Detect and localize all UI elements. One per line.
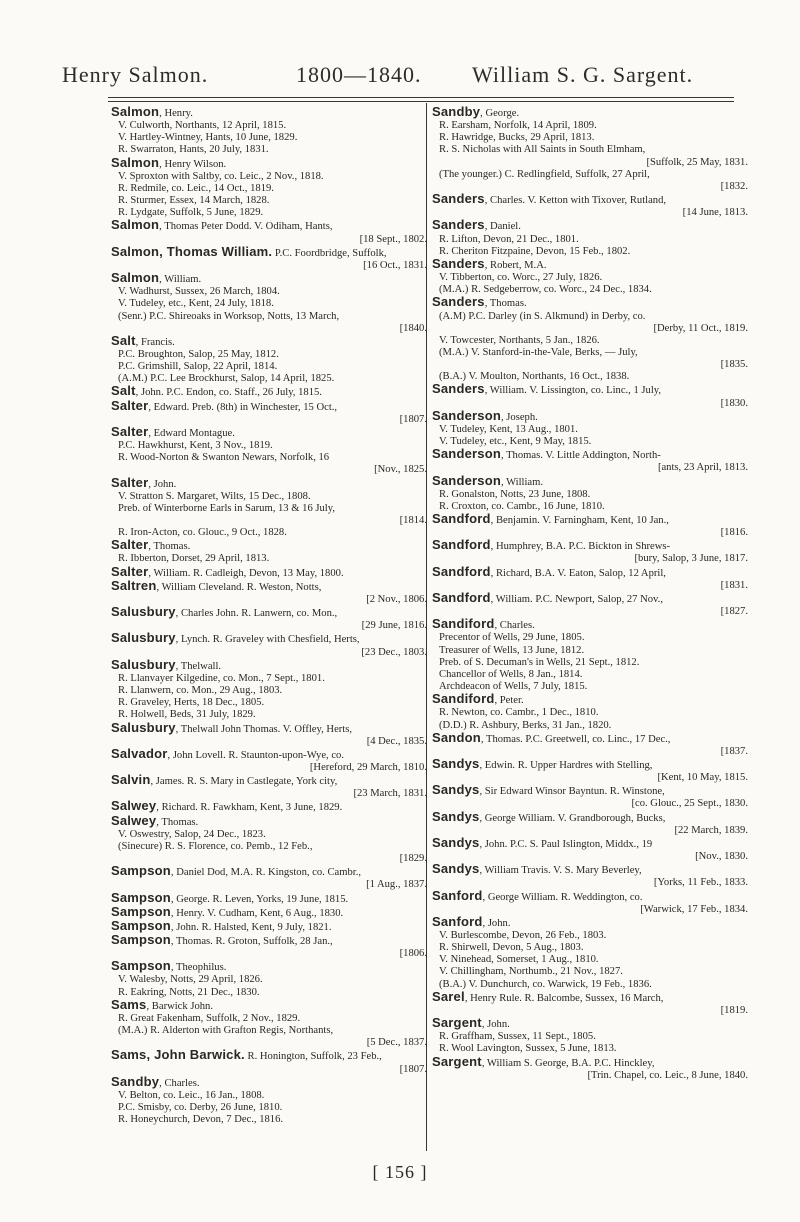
entry-text: , John. — [481, 1019, 510, 1031]
entry-appointment: R. Sturmer, Essex, 14 March, 1828. — [118, 195, 270, 207]
entry-appointment: (M.A.) R. Alderton with Grafton Regis, Northants, — [118, 1025, 334, 1037]
entry-heading-line — [111, 397, 429, 414]
entry-continuation: [1837. — [720, 745, 748, 757]
entry-surname: Salter — [111, 397, 149, 413]
entry-surname: Sanders — [432, 255, 485, 271]
entry-appointment: R. Cheriton Fitzpaine, Devon, 15 Feb., 1802. — [439, 245, 631, 257]
entry-text: , John. — [482, 917, 511, 929]
entry-text: , Henry. V. Cudham, Kent, 6 Aug., 1830. — [170, 907, 344, 919]
entry-appointment: P.C. Smisby, co. Derby, 26 June, 1810. — [118, 1102, 283, 1114]
entry-appointment: (M.A.) R. Sedgeberrow, co. Worc., 24 Dec., 1834. — [439, 284, 652, 296]
entry-surname: Sandiford — [432, 616, 495, 632]
entry-continuation: [Derby, 11 Oct., 1819. — [653, 322, 748, 334]
entry-text: , Edwin. R. Upper Hardres with Stelling, — [479, 759, 653, 771]
entry-heading-line — [111, 745, 429, 762]
entry-text: , William. — [159, 274, 202, 286]
entry-continuation: [1807. — [399, 1063, 427, 1075]
entry-heading-line — [111, 106, 429, 120]
entry-heading-line — [111, 154, 429, 171]
entry-continuation: [1806. — [399, 948, 427, 960]
entry-text: , John Lovell. R. Staunton-upon-Wye, co. — [167, 749, 345, 761]
entry-surname: Salwey — [111, 798, 157, 814]
entry-appointment: R. Llanwern, co. Mon., 29 Aug., 1803. — [118, 685, 283, 697]
entry-continuation: [Suffolk, 25 May, 1831. — [646, 156, 748, 168]
entry-continuation: [Warwick, 17 Feb., 1834. — [640, 903, 748, 915]
entry-text: , George William. V. Grandborough, Bucks, — [479, 812, 666, 824]
entry-surname: Sampson — [111, 917, 171, 933]
entry-text: , Henry. — [159, 108, 193, 119]
entry-continuation: [Nov., 1825. — [374, 464, 427, 476]
entry-appointment: Precentor of Wells, 29 June, 1805. — [439, 632, 585, 644]
entry-text: , William S. George, B.A. P.C. Hinckley, — [481, 1057, 655, 1069]
entry-heading-line — [432, 887, 750, 904]
entry-surname: Salter — [111, 474, 149, 490]
entry-text: , Thomas Peter Dodd. V. Odiham, Hants, — [159, 221, 333, 233]
entry-text: , John. R. Halsted, Kent, 9 July, 1821. — [170, 921, 332, 933]
entry-continuation: [1819. — [720, 1004, 748, 1016]
entry-surname: Saltren — [111, 577, 157, 593]
entry-heading-line — [111, 385, 429, 399]
entry-heading-line — [111, 632, 429, 646]
entry-surname: Sandford — [432, 537, 491, 553]
entry-heading-line — [432, 784, 750, 798]
entry-appointment: R. Lydgate, Suffolk, 5 June, 1829. — [118, 207, 264, 219]
entry-surname: Sandon — [432, 729, 481, 745]
entry-text: R. Honington, Suffolk, 23 Feb., — [244, 1051, 382, 1063]
entry-text: , William. V. Lissington, co. Linc., 1 July, — [484, 385, 662, 397]
entry-text: , Thomas. — [484, 298, 527, 310]
entry-text: , Charles. — [159, 1077, 200, 1089]
entry-continuation: [22 March, 1839. — [674, 824, 748, 836]
entry-surname: Salusbury — [111, 604, 176, 620]
entry-appointment: R. Hawridge, Bucks, 29 April, 1813. — [439, 132, 595, 144]
entry-surname: Sandys — [432, 861, 480, 877]
entry-appointment: R. Llanvayer Kilgedine, co. Mon., 7 Sept., 1801. — [118, 672, 325, 684]
entry-continuation: [1832. — [720, 180, 748, 192]
entry-surname: Salter — [111, 563, 149, 579]
entry-heading-line — [432, 755, 750, 772]
entry-continuation: [2 Nov., 1806. — [366, 593, 427, 605]
entry-text: , Daniel Dod, M.A. R. Kingston, co. Cambr., — [170, 867, 362, 879]
header-right: William S. G. Sargent. — [472, 62, 694, 87]
entry-surname: Sanford — [432, 887, 483, 903]
entry-heading-line — [111, 656, 429, 673]
entry-continuation: [1829. — [399, 853, 427, 865]
entry-text: , George. — [480, 108, 520, 119]
entry-surname: Sanders — [432, 294, 485, 310]
entry-appointment: R. Lifton, Devon, 21 Dec., 1801. — [439, 233, 579, 245]
entry-heading-line — [111, 774, 429, 788]
entry-surname: Sanders — [432, 217, 485, 233]
entry-heading-line — [111, 865, 429, 879]
entry-surname: Sandford — [432, 563, 491, 579]
entry-surname: Sandys — [432, 808, 480, 824]
entry-text: , Humphrey, B.A. P.C. Bickton in Shrews- — [490, 541, 671, 553]
entry-appointment: Preb. of Winterborne Earls in Sarum, 13 & 16 July, — [118, 502, 336, 514]
entry-surname: Sanderson — [432, 407, 501, 423]
entry-continuation: [1830. — [720, 397, 748, 409]
entry-surname: Sargent — [432, 1015, 482, 1031]
entry-text: , Peter. — [494, 695, 524, 707]
entry-continuation: [1807. — [399, 413, 427, 425]
entry-heading-line — [432, 589, 750, 606]
entry-heading-line — [432, 539, 750, 553]
entry-text: , Thomas. — [148, 541, 191, 553]
entry-heading-line — [111, 812, 429, 829]
entry-appointment: R. Earsham, Norfolk, 14 April, 1809. — [439, 120, 597, 132]
entry-text: , William. — [500, 476, 544, 488]
entry-heading-line — [432, 1053, 750, 1070]
entry-heading-line — [111, 474, 429, 491]
entry-appointment: P.C. Broughton, Salop, 25 May, 1812. — [118, 348, 279, 360]
entry-heading-line — [111, 934, 429, 948]
left-column — [111, 106, 429, 1126]
entry-appointment: R. S. Nicholas with All Saints in South Elmham, — [439, 144, 646, 156]
entry-text: , Thelwall. — [175, 660, 222, 672]
entry-text: , Joseph. — [500, 411, 538, 423]
entry-appointment: R. Gonalston, Notts, 23 June, 1808. — [439, 488, 591, 500]
entry-text: , John. P.C. Endon, co. Staff., 26 July, 1815. — [135, 387, 322, 399]
entry-appointment: V. Culworth, Northants, 12 April, 1815. — [118, 120, 287, 132]
entry-surname: Salmon — [111, 104, 160, 119]
entry-surname: Sandiford — [432, 691, 495, 707]
entry-text: , William. R. Cadleigh, Devon, 13 May, 1800. — [148, 567, 344, 579]
entry-heading-line — [111, 996, 429, 1013]
entry-continuation: [1814. — [399, 515, 427, 526]
entry-appointment: V. Walesby, Notts, 29 April, 1826. — [118, 974, 263, 986]
entry-appointment: (Sinecure) R. S. Florence, co. Pemb., 12 Feb., — [118, 840, 313, 852]
entry-heading-line — [432, 448, 750, 462]
entry-continuation: [Trin. Chapel, co. Leic., 8 June, 1840. — [587, 1069, 748, 1081]
right-column — [432, 106, 750, 1082]
entry-surname: Salter — [111, 537, 149, 553]
entry-text: , Thomas. P.C. Greetwell, co. Linc., 17 Dec., — [480, 733, 671, 745]
entry-appointment: R. Eakring, Notts, 21 Dec., 1830. — [118, 986, 260, 998]
header-center: 1800—1840. — [296, 62, 422, 87]
entry-text: , George William. R. Weddington, co. — [482, 891, 643, 903]
entry-surname: Sandby — [111, 1073, 160, 1089]
entry-heading-line — [432, 863, 750, 877]
entry-appointment: R. Graffham, Sussex, 11 Sept., 1805. — [439, 1031, 596, 1043]
entry-appointment: V. Stratton S. Margaret, Wilts, 15 Dec., 1808. — [118, 490, 311, 502]
entry-text: , Edward. Preb. (8th) in Winchester, 15 Oct., — [148, 401, 338, 413]
entry-appointment: V. Tudeley, Kent, 13 Aug., 1801. — [439, 423, 578, 435]
entry-surname: Sandys — [432, 834, 480, 850]
entry-text: , Henry Wilson. — [159, 158, 227, 170]
entry-surname: Sandys — [432, 755, 480, 771]
entry-text: , Thomas. R. Groton, Suffolk, 28 Jan., — [170, 936, 333, 947]
entry-heading-line — [432, 913, 750, 930]
entry-surname: Salter — [111, 423, 149, 439]
entry-heading-line — [432, 988, 750, 1005]
entry-appointment: (The younger.) C. Redlingfield, Suffolk, 27 April, — [439, 168, 650, 180]
entry-surname: Sargent — [432, 1053, 482, 1069]
entry-continuation: [1840. — [399, 322, 427, 334]
entry-heading-line — [111, 539, 429, 553]
entry-heading-line — [111, 1073, 429, 1090]
entry-text: , Sir Edward Winsor Bayntun. R. Winstone, — [479, 786, 665, 798]
entry-heading-line — [111, 719, 429, 736]
entry-heading-line — [111, 332, 429, 349]
entry-appointment: R. Newton, co. Cambr., 1 Dec., 1810. — [439, 707, 599, 719]
entry-text: , Daniel. — [484, 221, 521, 233]
entry-surname: Sandby — [432, 104, 481, 119]
entry-heading-line — [432, 193, 750, 207]
entry-appointment: R. Graveley, Herts, 18 Dec., 1805. — [118, 697, 265, 709]
entry-heading-line — [432, 472, 750, 489]
entry-text: , Charles. — [494, 620, 535, 632]
entry-heading-line — [432, 729, 750, 746]
page-number — [0, 1162, 800, 1183]
entry-surname: Sandford — [432, 511, 491, 526]
entry-heading-line — [432, 808, 750, 825]
entry-appointment: R. Redmile, co. Leic., 14 Oct., 1819. — [118, 182, 274, 194]
entry-text: , John. P.C. S. Paul Islington, Middx., 19 — [479, 838, 653, 850]
entry-surname: Sanders — [432, 381, 485, 397]
entry-heading-line — [432, 296, 750, 310]
entry-text: , Richard. R. Fawkham, Kent, 3 June, 1829. — [156, 802, 343, 814]
entry-surname: Sampson — [111, 958, 171, 974]
entry-appointment: R. Holwell, Beds, 31 July, 1829. — [118, 709, 256, 721]
entry-surname: Sanford — [432, 913, 483, 929]
entry-text: , Henry Rule. R. Balcombe, Sussex, 16 March, — [464, 992, 664, 1004]
entry-heading-line — [111, 577, 429, 594]
entry-surname: Sampson — [111, 889, 171, 905]
entry-surname: Salusbury — [111, 656, 176, 672]
entry-text: , William Cleveland. R. Weston, Notts, — [156, 581, 322, 593]
entry-heading-line — [111, 243, 429, 260]
entry-continuation: [bury, Salop, 3 June, 1817. — [634, 553, 748, 565]
entry-text: , Lynch. R. Graveley with Chesfield, Herts, — [175, 634, 360, 646]
entry-appointment: (Senr.) P.C. Shireoaks in Worksop, Notts, 13 March, — [118, 310, 340, 322]
entry-text: , William Travis. V. S. Mary Beverley, — [479, 865, 642, 877]
entry-surname: Sanderson — [432, 446, 501, 462]
entry-surname: Salt — [111, 383, 136, 399]
entry-text: P.C. Foordbridge, Suffolk, — [272, 247, 387, 259]
entry-heading-line — [432, 1017, 750, 1031]
header-rule — [108, 97, 734, 98]
entry-continuation: [Nov., 1830. — [695, 851, 748, 863]
running-header — [0, 62, 800, 90]
entry-heading-line — [432, 513, 750, 527]
entry-appointment: R. Swarraton, Hants, 20 July, 1831. — [118, 144, 269, 156]
entry-text: , George. R. Leven, Yorks, 19 June, 1815. — [170, 893, 349, 905]
entry-heading-line — [432, 106, 750, 120]
entry-continuation: [4 Dec., 1835. — [366, 735, 427, 747]
entry-continuation: [1 Aug., 1837. — [366, 879, 427, 891]
entry-continuation: [Yorks, 11 Feb., 1833. — [653, 877, 748, 889]
entry-surname: Salt — [111, 332, 136, 348]
entry-continuation: [16 Oct., 1831. — [363, 259, 427, 271]
entry-heading-line — [111, 1049, 429, 1063]
entry-appointment: P.C. Grimshill, Salop, 22 April, 1814. — [118, 361, 278, 373]
entry-appointment: V. Oswestry, Salop, 24 Dec., 1823. — [118, 828, 266, 840]
entry-text: , John. — [148, 478, 177, 490]
entry-continuation: [ants, 23 April, 1813. — [657, 462, 748, 474]
entry-appointment: R. Wool Lavington, Sussex, 5 June, 1813. — [439, 1043, 617, 1055]
entry-heading-line — [111, 800, 429, 814]
entry-text: , Charles. V. Ketton with Tixover, Rutland, — [484, 195, 667, 207]
entry-surname: Sampson — [111, 932, 171, 947]
entry-surname: Sampson — [111, 863, 171, 879]
entry-text: , William. P.C. Newport, Salop, 27 Nov., — [490, 593, 663, 605]
entry-appointment: Archdeacon of Wells, 7 July, 1815. — [439, 681, 588, 693]
entry-surname: Sarel — [432, 988, 465, 1004]
entry-surname: Salmon — [111, 154, 160, 170]
entry-appointment: Chancellor of Wells, 8 Jan., 1814. — [439, 668, 583, 680]
entry-heading-line — [432, 255, 750, 272]
entry-surname: Salwey — [111, 812, 157, 828]
entry-appointment: Preb. of S. Decuman's in Wells, 21 Sept., 1812. — [439, 656, 640, 668]
entry-appointment: V. Wadhurst, Sussex, 26 March, 1804. — [118, 286, 280, 298]
entry-heading-line — [111, 423, 429, 440]
entry-text: , Thomas. — [156, 816, 199, 828]
entry-heading-line — [432, 407, 750, 424]
entry-appointment: R. Shirwell, Devon, 5 Aug., 1803. — [439, 942, 584, 954]
entry-surname: Sanders — [432, 191, 485, 207]
entry-appointment: (A.M) P.C. Darley (in S. Alkmund) in Derby, co. — [439, 310, 646, 322]
entry-text: , Robert, M.A. — [484, 259, 547, 271]
entry-appointment: R. Iron-Acton, co. Glouc., 9 Oct., 1828. — [118, 527, 287, 539]
entry-heading-line — [432, 383, 750, 397]
entry-surname: Sandford — [432, 589, 491, 605]
entry-text: , Francis. — [135, 336, 175, 348]
entry-surname: Salvador — [111, 745, 168, 761]
entry-appointment: (A.M.) P.C. Lee Brockhurst, Salop, 14 April, 1825. — [118, 373, 335, 385]
entry-appointment: V. Burlescombe, Devon, 26 Feb., 1803. — [439, 930, 607, 941]
entry-continuation: [23 Dec., 1803. — [361, 646, 427, 658]
entry-text: , Thelwall John Thomas. V. Offley, Herts, — [175, 723, 353, 735]
entry-text: , Richard, B.A. V. Eaton, Salop, 12 April, — [490, 567, 666, 579]
entry-heading-line — [432, 834, 750, 851]
entry-continuation: [1831. — [720, 579, 748, 591]
entry-surname: Sams, John Barwick. — [111, 1047, 245, 1063]
entry-heading-line — [111, 272, 429, 286]
header-left: Henry Salmon. — [62, 62, 209, 87]
entry-appointment: V. Tudeley, etc., Kent, 24 July, 1818. — [118, 298, 274, 310]
entry-appointment: R. Honeychurch, Devon, 7 Dec., 1816. — [118, 1114, 284, 1126]
entry-appointment: V. Sproxton with Saltby, co. Leic., 2 Nov., 1818. — [118, 170, 324, 182]
entry-continuation: [Hereford, 29 March, 1810. — [309, 761, 427, 773]
entry-heading-line — [432, 563, 750, 580]
entry-surname: Sams — [111, 996, 147, 1012]
entry-appointment: (D.D.) R. Ashbury, Berks, 31 Jan., 1820. — [439, 719, 612, 731]
entry-text: , Thomas. V. Little Addington, North- — [500, 450, 661, 462]
entry-heading-line — [111, 563, 429, 580]
entry-surname: Sampson — [111, 903, 171, 919]
entry-surname: Salmon — [111, 217, 160, 233]
entry-surname: Salmon — [111, 270, 160, 286]
entry-appointment: (B.A.) V. Moulton, Northants, 16 Oct., 1838. — [439, 371, 630, 383]
entry-surname: Salmon, Thomas William. — [111, 243, 273, 259]
entry-text: , Charles John. R. Lanwern, co. Mon., — [175, 608, 338, 620]
entry-continuation: [Kent, 10 May, 1815. — [657, 772, 748, 784]
entry-appointment: V. Tudeley, etc., Kent, 9 May, 1815. — [439, 436, 592, 448]
entry-continuation: [14 June, 1813. — [682, 207, 748, 219]
entry-surname: Sandys — [432, 782, 480, 798]
page-number-text: [ 156 ] — [372, 1162, 428, 1182]
entry-continuation: [1835. — [720, 359, 748, 371]
entry-text: , Barwick John. — [146, 1000, 213, 1012]
entry-appointment: Treasurer of Wells, 13 June, 1812. — [439, 644, 585, 656]
entry-continuation: [co. Glouc., 25 Sept., 1830. — [631, 798, 748, 810]
entry-surname: Sanderson — [432, 472, 501, 488]
entry-continuation: [18 Sept., 1802. — [359, 233, 427, 245]
entry-continuation: [5 Dec., 1837. — [366, 1037, 427, 1049]
entry-appointment: P.C. Hawkhurst, Kent, 3 Nov., 1819. — [118, 440, 273, 452]
entry-appointment: R. Great Fakenham, Suffolk, 2 Nov., 1829. — [118, 1012, 301, 1024]
entry-appointment: V. Hartley-Wintney, Hants, 10 June, 1829. — [118, 132, 298, 144]
header-rule-thin — [108, 101, 734, 102]
entry-appointment: (M.A.) V. Stanford-in-the-Vale, Berks, — July, — [439, 346, 638, 358]
entry-heading-line — [111, 219, 429, 233]
entry-continuation: [1827. — [720, 606, 748, 618]
entry-appointment: V. Towcester, Northants, 5 Jan., 1826. — [439, 334, 600, 346]
entry-appointment: R. Ibberton, Dorset, 29 April, 1813. — [118, 553, 270, 565]
entry-continuation: [23 March, 1831. — [353, 788, 427, 800]
entry-surname: Salusbury — [111, 630, 176, 646]
entry-heading-line — [432, 219, 750, 233]
entry-appointment: V. Belton, co. Leic., 16 Jan., 1808. — [118, 1089, 265, 1101]
entry-appointment: V. Tibberton, co. Worc., 27 July, 1826. — [439, 272, 603, 284]
entry-heading-line — [432, 618, 750, 632]
entry-heading-line — [111, 960, 429, 974]
entry-text: , Benjamin. V. Farningham, Kent, 10 Jan., — [490, 515, 669, 526]
entry-appointment: (B.A.) V. Dunchurch, co. Warwick, 19 Feb., 1836. — [439, 978, 652, 990]
entry-text: , Theophilus. — [170, 962, 227, 974]
entry-continuation: [1816. — [720, 527, 748, 539]
entry-continuation: [29 June, 1816. — [361, 620, 427, 632]
entry-heading-line — [432, 693, 750, 707]
entry-appointment: V. Ninehead, Somerset, 1 Aug., 1810. — [439, 954, 599, 966]
entry-appointment: R. Croxton, co. Cambr., 16 June, 1810. — [439, 500, 605, 512]
entry-surname: Salusbury — [111, 719, 176, 735]
entry-heading-line — [111, 606, 429, 620]
entry-surname: Salvin — [111, 772, 151, 788]
entry-text: , Edward Montague. — [148, 427, 235, 439]
entry-appointment: R. Wood-Norton & Swanton Newars, Norfolk, 16 — [118, 452, 330, 464]
entry-text: , James. R. S. Mary in Castlegate, York city, — [150, 776, 338, 788]
entry-appointment: V. Chillingham, Northumb., 21 Nov., 1827. — [439, 966, 623, 978]
